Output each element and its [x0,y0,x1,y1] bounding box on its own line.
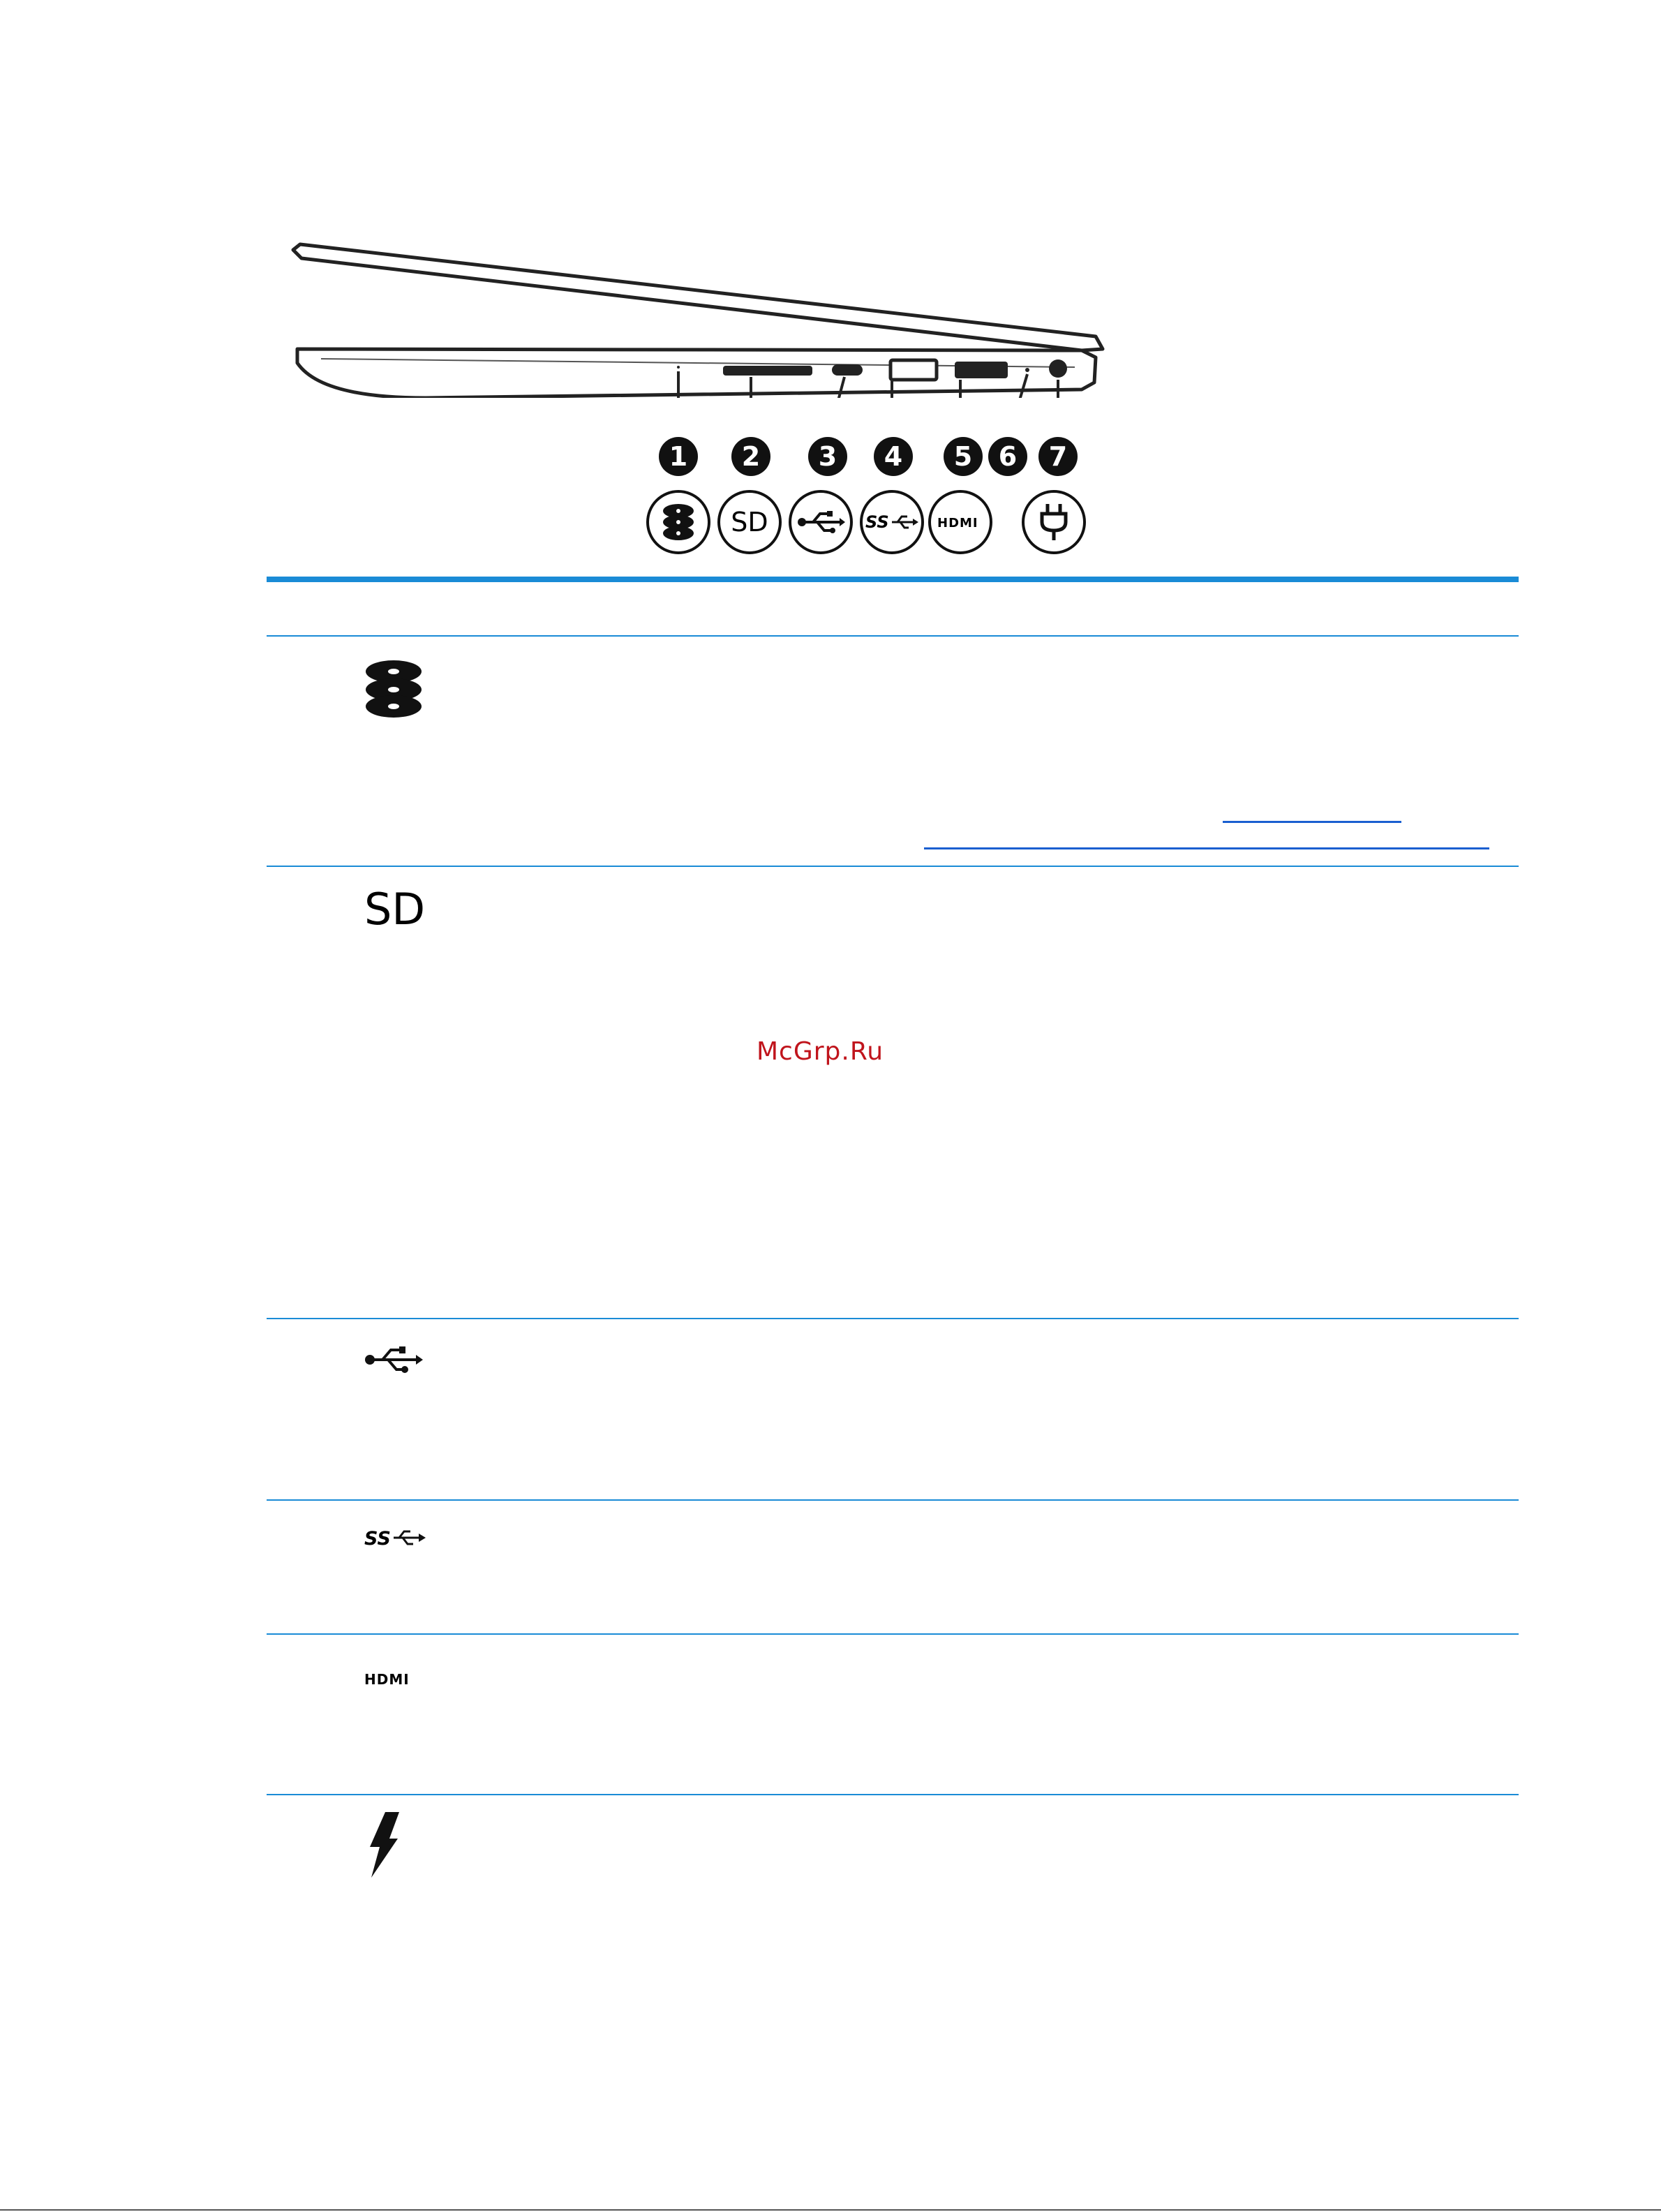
table-row-1-icon [364,659,423,719]
table-row-rule [267,1318,1519,1319]
sd-card-icon: SD [364,884,426,935]
table-header-rule [267,635,1519,637]
table-row-5-icon [364,1671,423,1686]
usb-type-c-icon [789,490,853,554]
table-row-6-icon [364,1812,399,1878]
hard-drive-activity-icon [646,490,710,554]
table-row-4-icon [364,1526,426,1550]
table-top-rule [267,577,1519,582]
callout-4: 4 [874,437,913,476]
table-row-rule [267,1499,1519,1501]
thunderbolt-icon [364,1812,399,1878]
laptop-right-side-illustration [279,237,1117,572]
svg-text:SS: SS [865,512,889,532]
table-row-2-icon [364,884,426,935]
callout-6: 6 [988,437,1027,476]
hdmi-icon [364,1671,423,1686]
callout-7: 7 [1038,437,1078,476]
watermark: McGrp.Ru [757,1037,884,1066]
callout-5: 5 [944,437,983,476]
sd-card-icon [717,490,782,554]
table-row-rule [267,1633,1519,1635]
table-row-3-icon [364,1346,423,1374]
link-underline-1[interactable] [1223,821,1401,823]
footer-rule [0,2209,1661,2211]
hard-drive-icon [364,659,423,719]
svg-text:HDMI: HDMI [364,1671,410,1686]
table-row-rule [267,866,1519,867]
usb-icon [364,1346,423,1374]
callout-1: 1 [659,437,698,476]
laptop-side-view [279,237,1117,398]
link-underline-2[interactable] [924,847,1489,849]
hdmi-icon [928,490,992,554]
power-connector-icon [1022,490,1086,554]
callout-3: 3 [808,437,847,476]
usb-superspeed-icon [860,490,924,554]
table-row-rule [267,1794,1519,1795]
svg-text:HDMI: HDMI [937,516,978,530]
usb-superspeed-icon [364,1526,426,1550]
callout-2: 2 [731,437,770,476]
sd-label: SD [731,507,768,537]
svg-text:SS: SS [364,1528,391,1550]
